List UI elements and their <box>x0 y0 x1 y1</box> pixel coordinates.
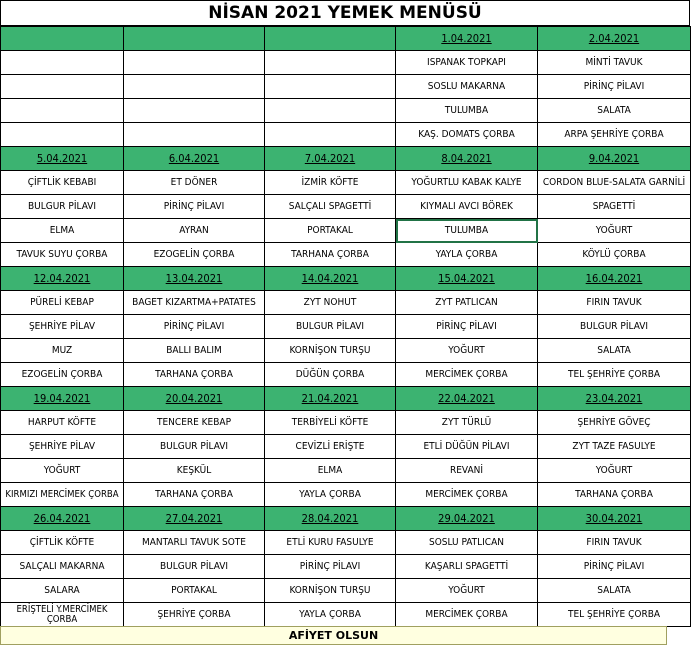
date-row <box>1 27 691 51</box>
menu-cell[interactable]: SALARA <box>1 579 124 603</box>
menu-cell[interactable]: ÇİFTLİK KÖFTE <box>1 531 124 555</box>
menu-cell[interactable]: TEL ŞEHRİYE ÇORBA <box>538 603 691 627</box>
menu-cell[interactable]: MERCİMEK ÇORBA <box>396 363 538 387</box>
date-label: 23.04.2021 <box>585 391 643 405</box>
date-cell[interactable] <box>1 387 124 411</box>
menu-cell[interactable]: AYRAN <box>124 219 265 243</box>
date-cell[interactable] <box>265 147 396 171</box>
date-cell[interactable] <box>265 267 396 291</box>
date-cell[interactable] <box>538 387 691 411</box>
date-cell[interactable] <box>396 387 538 411</box>
date-label: 15.04.2021 <box>438 271 495 285</box>
menu-cell[interactable]: ELMA <box>1 219 124 243</box>
date-label: 9.04.2021 <box>588 151 640 165</box>
menu-cell[interactable]: MİNTİ TAVUK <box>538 51 691 75</box>
menu-row <box>1 435 691 459</box>
menu-cell[interactable] <box>124 51 265 75</box>
menu-cell[interactable] <box>1 123 124 147</box>
menu-cell[interactable]: FIRIN TAVUK <box>538 291 691 315</box>
menu-cell[interactable] <box>265 75 396 99</box>
menu-cell[interactable]: PÜRELİ KEBAP <box>1 291 124 315</box>
menu-cell[interactable]: MUZ <box>1 339 124 363</box>
menu-cell[interactable]: TARHANA ÇORBA <box>265 243 396 267</box>
menu-row <box>1 219 691 243</box>
menu-cell[interactable]: MERCİMEK ÇORBA <box>396 483 538 507</box>
menu-cell[interactable]: BULGUR PİLAVI <box>265 315 396 339</box>
date-cell[interactable] <box>265 387 396 411</box>
menu-cell[interactable] <box>1 75 124 99</box>
menu-cell[interactable]: KORNİŞON TURŞU <box>265 579 396 603</box>
menu-cell[interactable] <box>265 99 396 123</box>
date-cell[interactable] <box>124 387 265 411</box>
menu-cell[interactable]: KEŞKÜL <box>124 459 265 483</box>
menu-row <box>1 363 691 387</box>
date-label: 19.04.2021 <box>33 391 91 405</box>
menu-cell[interactable]: ET DÖNER <box>124 171 265 195</box>
menu-cell[interactable]: YOĞURT <box>1 459 124 483</box>
menu-cell[interactable]: SALATA <box>538 579 691 603</box>
menu-cell[interactable]: TARHANA ÇORBA <box>124 483 265 507</box>
menu-cell[interactable]: ZYT NOHUT <box>265 291 396 315</box>
date-label: 16.04.2021 <box>585 271 643 285</box>
menu-cell[interactable]: ELMA <box>265 459 396 483</box>
menu-cell[interactable]: SOSLU PATLICAN <box>396 531 538 555</box>
menu-cell[interactable]: PİRİNÇ PİLAVI <box>396 315 538 339</box>
menu-cell[interactable]: EZOGELİN ÇORBA <box>1 363 124 387</box>
menu-cell[interactable]: ETLİ DÜĞÜN PİLAVI <box>396 435 538 459</box>
menu-row <box>1 339 691 363</box>
menu-cell[interactable]: YOĞURTLU KABAK KALYE <box>396 171 538 195</box>
menu-cell[interactable]: PİRİNÇ PİLAVI <box>265 555 396 579</box>
menu-row <box>1 531 691 555</box>
menu-cell[interactable]: TENCERE KEBAP <box>124 411 265 435</box>
menu-cell[interactable]: ŞEHRİYE PİLAV <box>1 435 124 459</box>
menu-row <box>1 603 691 627</box>
date-label: 29.04.2021 <box>438 511 495 525</box>
menu-cell[interactable]: TARHANA ÇORBA <box>124 363 265 387</box>
date-cell[interactable] <box>538 267 691 291</box>
menu-cell[interactable]: BULGUR PİLAVI <box>124 435 265 459</box>
menu-cell[interactable]: YOĞURT <box>396 579 538 603</box>
date-label: 28.04.2021 <box>301 511 359 525</box>
date-cell[interactable] <box>124 267 265 291</box>
date-cell[interactable] <box>396 147 538 171</box>
menu-cell[interactable]: MANTARLI TAVUK SOTE <box>124 531 265 555</box>
menu-cell[interactable]: SALATA <box>538 339 691 363</box>
date-cell[interactable] <box>124 27 265 51</box>
menu-cell[interactable]: TAVUK SUYU ÇORBA <box>1 243 124 267</box>
menu-cell[interactable]: SALÇALI MAKARNA <box>1 555 124 579</box>
menu-cell[interactable]: PİRİNÇ PİLAVI <box>124 195 265 219</box>
menu-cell[interactable] <box>265 123 396 147</box>
menu-row <box>1 171 691 195</box>
menu-cell[interactable] <box>124 75 265 99</box>
menu-cell[interactable]: KAŞ. DOMATS ÇORBA <box>396 123 538 147</box>
menu-cell[interactable]: BULGUR PİLAVI <box>1 195 124 219</box>
menu-cell[interactable]: SALATA <box>538 99 691 123</box>
menu-row <box>1 195 691 219</box>
date-label: 14.04.2021 <box>301 271 359 285</box>
menu-cell[interactable]: ŞEHRİYE PİLAV <box>1 315 124 339</box>
date-cell[interactable] <box>538 507 691 531</box>
menu-row <box>1 291 691 315</box>
date-label: 21.04.2021 <box>301 391 359 405</box>
menu-row <box>1 579 691 603</box>
menu-cell[interactable]: TEL ŞEHRİYE ÇORBA <box>538 363 691 387</box>
menu-row <box>1 99 691 123</box>
menu-cell[interactable]: BAGET KIZARTMA+PATATES <box>124 291 265 315</box>
date-cell[interactable] <box>1 147 124 171</box>
menu-cell[interactable]: PİRİNÇ PİLAVI <box>124 315 265 339</box>
date-label: 20.04.2021 <box>165 391 223 405</box>
menu-cell[interactable]: İZMİR KÖFTE <box>265 171 396 195</box>
menu-row <box>1 459 691 483</box>
menu-row <box>1 411 691 435</box>
menu-title[interactable]: NİSAN 2021 YEMEK MENÜSÜ <box>0 0 690 26</box>
date-label: 2.04.2021 <box>588 31 640 45</box>
menu-cell[interactable]: KÖYLÜ ÇORBA <box>538 243 691 267</box>
menu-cell[interactable]: ZYT TAZE FASULYE <box>538 435 691 459</box>
menu-cell[interactable]: TULUMBA <box>396 99 538 123</box>
date-cell[interactable] <box>396 507 538 531</box>
menu-cell[interactable]: YAYLA ÇORBA <box>265 603 396 627</box>
date-cell[interactable] <box>538 27 691 51</box>
menu-row <box>1 123 691 147</box>
menu-cell[interactable]: MERCİMEK ÇORBA <box>396 603 538 627</box>
date-label: 1.04.2021 <box>441 31 492 45</box>
menu-row <box>1 51 691 75</box>
menu-cell[interactable]: DÜĞÜN ÇORBA <box>265 363 396 387</box>
menu-row <box>1 243 691 267</box>
date-row <box>1 267 691 291</box>
date-row <box>1 507 691 531</box>
menu-cell[interactable]: YOĞURT <box>538 459 691 483</box>
menu-cell[interactable]: YOĞURT <box>538 219 691 243</box>
menu-cell[interactable]: ŞEHRİYE GÖVEÇ <box>538 411 691 435</box>
date-label: 30.04.2021 <box>585 511 643 525</box>
menu-cell[interactable]: YAYLA ÇORBA <box>396 243 538 267</box>
date-cell[interactable] <box>265 27 396 51</box>
menu-cell[interactable]: REVANİ <box>396 459 538 483</box>
date-cell[interactable] <box>1 507 124 531</box>
menu-cell[interactable]: SOSLU MAKARNA <box>396 75 538 99</box>
menu-cell[interactable]: FIRIN TAVUK <box>538 531 691 555</box>
menu-cell[interactable]: PİRİNÇ PİLAVI <box>538 555 691 579</box>
menu-cell[interactable]: PORTAKAL <box>124 579 265 603</box>
date-row <box>1 387 691 411</box>
date-label: 27.04.2021 <box>165 511 223 525</box>
menu-cell[interactable]: ZYT TÜRLÜ <box>396 411 538 435</box>
date-label: 5.04.2021 <box>36 151 88 165</box>
date-label: 13.04.2021 <box>165 271 223 285</box>
menu-row <box>1 75 691 99</box>
menu-cell[interactable]: BULGUR PİLAVI <box>538 315 691 339</box>
date-label: 12.04.2021 <box>33 271 91 285</box>
date-label: 8.04.2021 <box>441 151 492 165</box>
menu-cell[interactable]: BALLI BALIM <box>124 339 265 363</box>
menu-cell[interactable]: ÇİFTLİK KEBABI <box>1 171 124 195</box>
menu-cell[interactable]: PİRİNÇ PİLAVI <box>538 75 691 99</box>
menu-cell[interactable]: ARPA ŞEHRİYE ÇORBA <box>538 123 691 147</box>
menu-cell[interactable]: ISPANAK TOPKAPI <box>396 51 538 75</box>
menu-cell[interactable]: ETLİ KURU FASULYE <box>265 531 396 555</box>
date-label: 26.04.2021 <box>33 511 91 525</box>
menu-cell[interactable]: YOĞURT <box>396 339 538 363</box>
date-label: 22.04.2021 <box>438 391 495 405</box>
menu-cell[interactable]: KIYMALI AVCI BÖREK <box>396 195 538 219</box>
date-cell[interactable] <box>124 147 265 171</box>
menu-cell[interactable] <box>265 51 396 75</box>
menu-cell[interactable]: TERBİYELİ KÖFTE <box>265 411 396 435</box>
menu-cell[interactable]: ŞEHRİYE ÇORBA <box>124 603 265 627</box>
date-cell[interactable] <box>538 147 691 171</box>
menu-cell[interactable] <box>1 51 124 75</box>
menu-cell[interactable]: BULGUR PİLAVI <box>124 555 265 579</box>
menu-cell[interactable]: CEVİZLİ ERİŞTE <box>265 435 396 459</box>
date-cell[interactable] <box>265 507 396 531</box>
menu-cell[interactable]: PORTAKAL <box>265 219 396 243</box>
date-cell[interactable] <box>1 27 124 51</box>
menu-table <box>0 26 691 627</box>
date-cell[interactable] <box>396 267 538 291</box>
menu-cell[interactable]: SALÇALI SPAGETTİ <box>265 195 396 219</box>
menu-cell[interactable]: TULUMBA <box>396 219 538 243</box>
date-cell[interactable] <box>124 507 265 531</box>
date-label: 6.04.2021 <box>168 151 220 165</box>
menu-row <box>1 483 691 507</box>
menu-cell[interactable]: TARHANA ÇORBA <box>538 483 691 507</box>
menu-cell[interactable]: YAYLA ÇORBA <box>265 483 396 507</box>
menu-cell[interactable]: KIRMIZI MERCİMEK ÇORBA <box>1 483 124 507</box>
menu-cell[interactable]: EZOGELİN ÇORBA <box>124 243 265 267</box>
date-cell[interactable] <box>1 267 124 291</box>
menu-cell[interactable] <box>1 99 124 123</box>
menu-cell[interactable]: HARPUT KÖFTE <box>1 411 124 435</box>
menu-cell[interactable]: ZYT PATLICAN <box>396 291 538 315</box>
menu-row <box>1 555 691 579</box>
menu-cell[interactable] <box>124 123 265 147</box>
menu-cell[interactable] <box>124 99 265 123</box>
menu-cell[interactable]: SPAGETTİ <box>538 195 691 219</box>
menu-cell[interactable]: KORNİŞON TURŞU <box>265 339 396 363</box>
date-row <box>1 147 691 171</box>
menu-cell[interactable]: ERİŞTELİ Y.MERCİMEK ÇORBA <box>1 603 124 627</box>
menu-cell[interactable]: CORDON BLUE-SALATA GARNİLİ <box>538 171 691 195</box>
menu-row <box>1 315 691 339</box>
menu-cell[interactable]: KAŞARLI SPAGETTİ <box>396 555 538 579</box>
footer-banner[interactable]: AFİYET OLSUN <box>0 626 667 645</box>
date-cell[interactable] <box>396 27 538 51</box>
date-label: 7.04.2021 <box>304 151 356 165</box>
